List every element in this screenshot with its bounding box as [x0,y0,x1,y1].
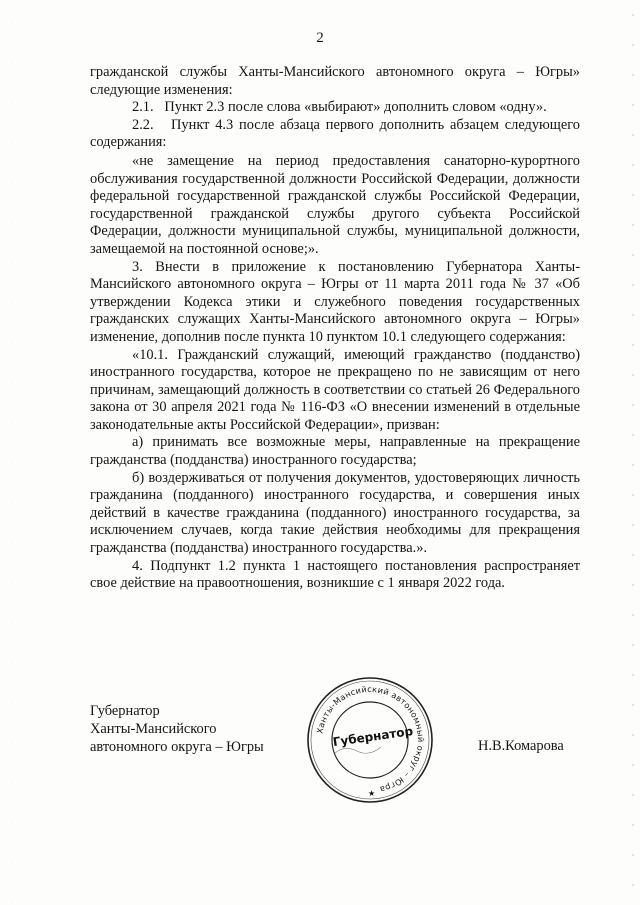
document-body [90,64,580,593]
paragraph-quote-1: «не замещение на период предоставления санаторно-курортного обслуживания государственной должности Российской Федерации, должности федеральной государственной гражданской службы Российской Федерации, государственной гражданской службы другого субъекта Российской Федерации, должности муниципальной службы, муниципальной должности, замещаемой на постоянной основе;». [90,152,580,257]
scan-edge-left [12,0,13,905]
paragraph-3: 3. Внести в приложение к постановлению Губернатора Ханты-Мансийского автономного округа – Югры от 11 марта 2011 года № 37 «Об утверждении Кодекса этики и служебного поведения государственных гражданских служащих Ханты-Мансийского автономного округа – Югры» изменение, дополнив после пункта 10 пунктом 10.1 следующего содержания: [90,258,580,345]
paragraph-2-1: 2.1. Пункт 2.3 после слова «выбирают» дополнить словом «одну». [132,99,547,116]
signatory-title-line: Губернатор [90,703,160,719]
signatory-title-line: Ханты-Мансийского [90,721,217,737]
seal-ring-text: Ханты-Мансийский автономный округ – Югра [314,683,427,795]
paragraph-item-b: б) воздерживаться от получения документов, удостоверяющих личность гражданина (подданного) иностранного государства, и совершения иных действий в качестве гражданина (подданного) иностранного государства, за исключением случаев, когда такие действия необходимы для прекращения гражданства (подданства) иностранного государства.». [90,469,580,557]
seal-center-text: Губернатор [331,724,414,750]
official-seal [305,675,435,805]
paragraph-10-1: «10.1. Гражданский служащий, имеющий гражданство (подданство) иностранного государства, которое не прекращено по не зависящим от него причинам, замещающий должность в соответствии со статьей 26 Федерального закона от 30 апреля 2021 года № 116-ФЗ «О внесении изменений в отдельные законодательные акты Российской Федерации», призван: [90,346,580,433]
signatory-title-line: автономного округа – Югры [90,739,264,755]
paragraph-4: 4. Подпункт 1.2 пункта 1 настоящего постановления распространяет свое действие на правоотношения, возникшие с 1 января 2022 года. [90,557,580,592]
scan-edge-right [632,0,634,905]
paragraph-item-a: а) принимать все возможные меры, направленные на прекращение гражданства (подданства) иностранного государства; [90,434,580,469]
paragraph-continuation: гражданской службы Ханты-Мансийского автономного округа – Югры» следующие изменения: [90,64,580,98]
signatory-title [90,702,264,756]
paragraph-2-2: 2.2. Пункт 4.3 после абзаца первого дополнить абзацем следующего содержания: [90,116,580,151]
seal-star-icon: ★ [368,789,376,798]
page-number: 2 [316,30,324,46]
signatory-name: Н.В.Комарова [478,738,564,754]
